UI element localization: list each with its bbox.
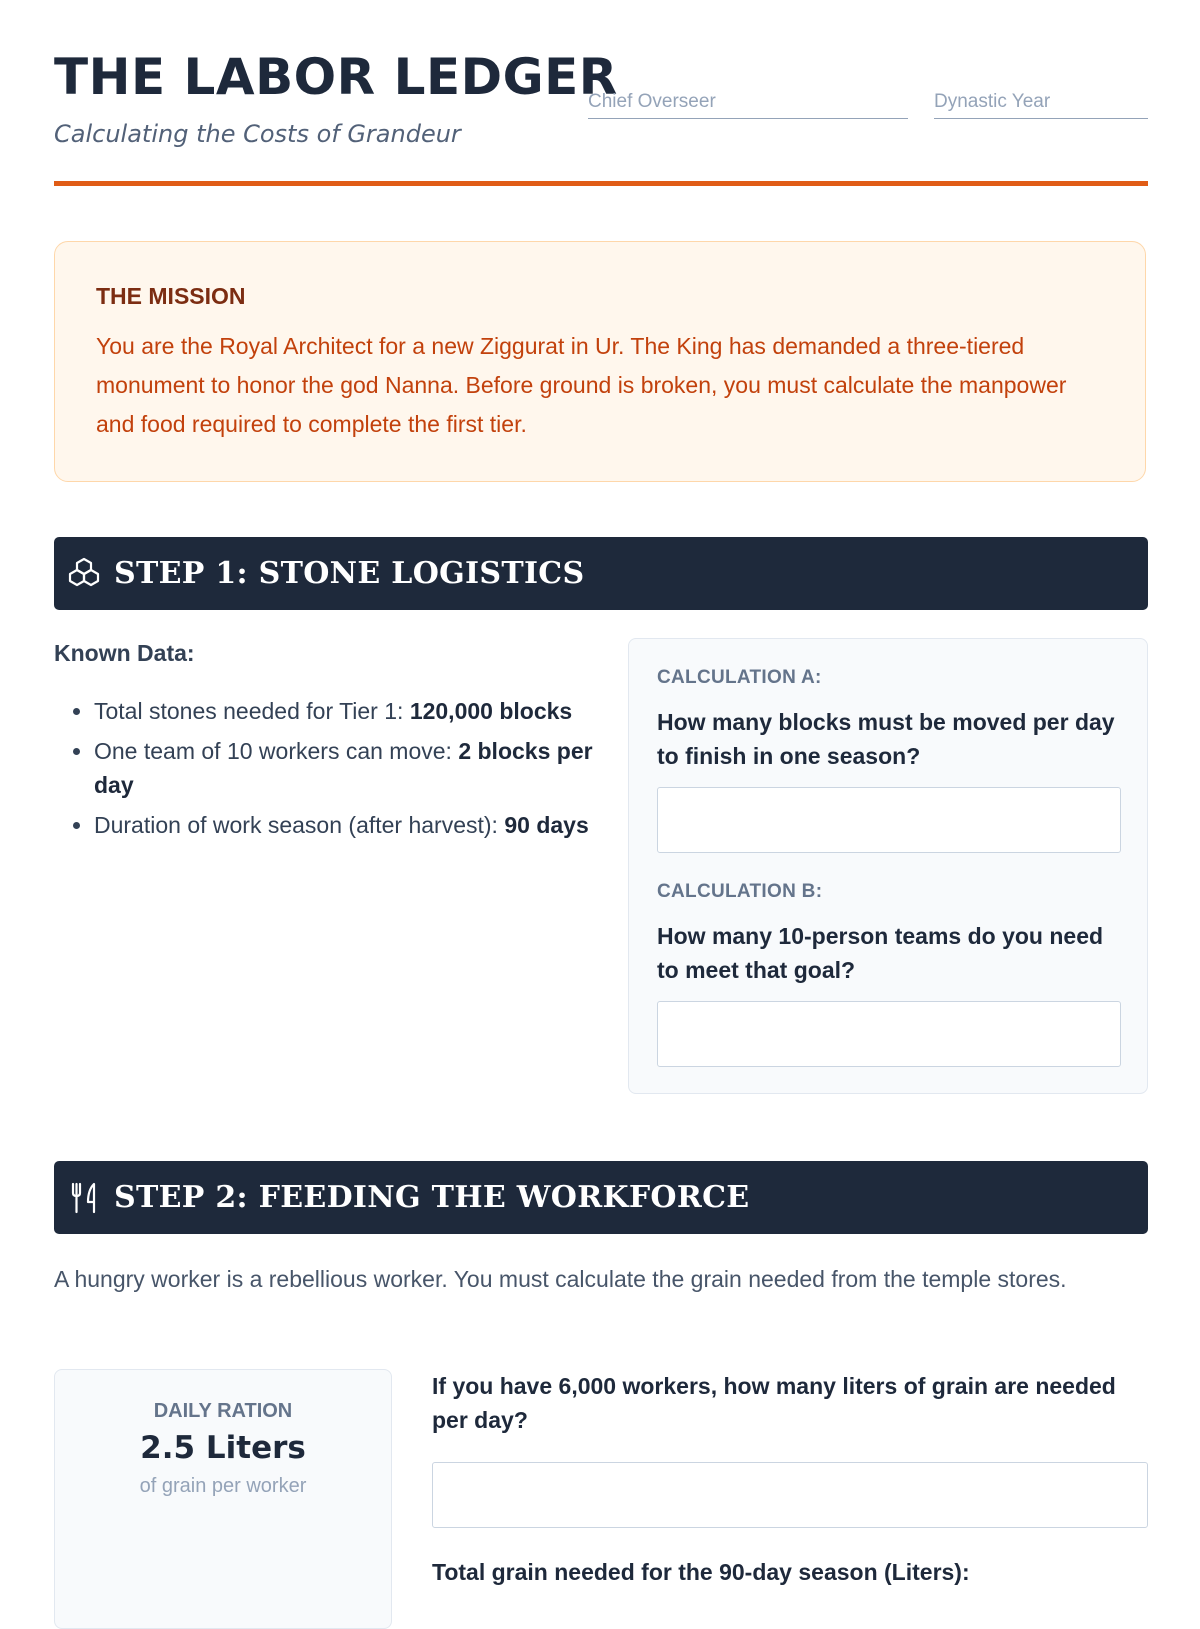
known-item-text: One team of 10 workers can move: <box>94 738 459 764</box>
known-data-title: Known Data: <box>54 640 195 666</box>
known-item-text: Duration of work season (after harvest): <box>94 812 505 838</box>
step1-header <box>54 537 1148 610</box>
known-item-value: 90 days <box>504 812 589 838</box>
chief-overseer-field[interactable] <box>588 92 908 119</box>
chief-overseer-placeholder: Chief Overseer <box>588 91 716 112</box>
daily-ration-card <box>54 1369 392 1629</box>
season-grain-question: Total grain needed for the 90-day season (Liters): <box>432 1559 970 1585</box>
calc-b-answer-input[interactable] <box>657 1001 1121 1067</box>
step2-title: STEP 2: FEEDING THE WORKFORCE <box>114 1180 750 1215</box>
worksheet-page <box>54 0 1148 1600</box>
calc-a-label: CALCULATION A: <box>657 667 822 688</box>
known-item-text: Total stones needed for Tier 1: <box>94 698 410 724</box>
calc-a-answer-input[interactable] <box>657 787 1121 853</box>
step2-intro: A hungry worker is a rebellious worker. You must calculate the grain needed from the temple stores. <box>54 1266 1067 1292</box>
ration-note: of grain per worker <box>139 1475 307 1497</box>
calculation-panel <box>628 638 1148 1094</box>
mission-text: You are the Royal Architect for a new Ziggurat in Ur. The King has demanded a three-tiered monument to honor the god Nanna. Before ground is broken, you must calculate the manpower and food required to complete the first tier. <box>96 333 1067 438</box>
utensils-icon <box>67 1181 101 1215</box>
mission-callout <box>54 241 1146 482</box>
header-divider <box>54 181 1148 186</box>
dynastic-year-placeholder: Dynastic Year <box>934 91 1051 112</box>
known-item-value: 2 blocks per day <box>94 738 593 798</box>
list-item <box>94 694 624 728</box>
list-item <box>94 734 624 802</box>
step2-header <box>54 1161 1148 1234</box>
known-data-list <box>54 694 624 848</box>
calc-b-label: CALCULATION B: <box>657 881 823 902</box>
calc-a-question: How many blocks must be moved per day to finish in one season? <box>657 709 1115 769</box>
ration-value: 2.5 Liters <box>140 1430 306 1466</box>
page-subtitle: Calculating the Costs of Grandeur <box>54 120 461 148</box>
daily-grain-answer-input[interactable] <box>432 1462 1148 1528</box>
ration-label: DAILY RATION <box>153 1400 293 1422</box>
list-item <box>94 808 624 842</box>
mission-title: THE MISSION <box>96 283 246 309</box>
blocks-icon <box>67 557 101 591</box>
step1-title: STEP 1: STONE LOGISTICS <box>114 556 585 591</box>
page-title: THE LABOR LEDGER <box>54 48 618 106</box>
calc-b-question: How many 10-person teams do you need to meet that goal? <box>657 923 1104 983</box>
known-item-value: 120,000 blocks <box>409 698 573 724</box>
dynastic-year-field[interactable] <box>934 92 1148 119</box>
daily-grain-question: If you have 6,000 workers, how many liters of grain are needed per day? <box>432 1373 1116 1433</box>
